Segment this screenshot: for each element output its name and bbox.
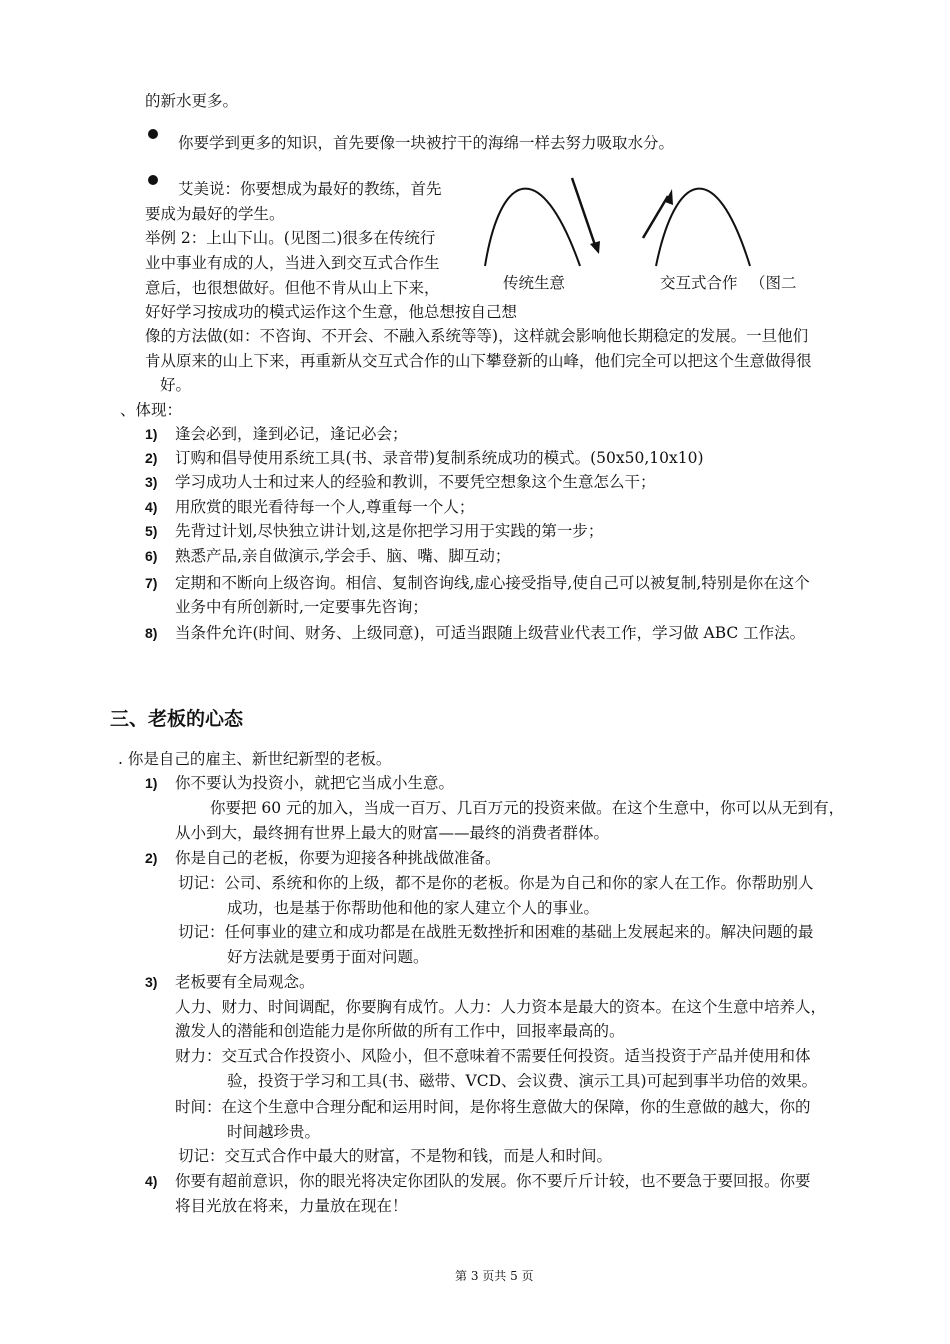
list-number: 2) <box>145 850 158 866</box>
list-item: 学习成功人士和过来人的经验和教训，不要凭空想象这个生意怎么干； <box>175 473 656 491</box>
list-number: 1) <box>145 775 158 791</box>
list-number: 1) <box>145 426 158 442</box>
list-item: 你要有超前意识，你的眼光将决定你团队的发展。你不要斤斤计较，也不要急于要回报。你要 <box>175 1172 811 1190</box>
section-label: 、体现： <box>120 401 183 419</box>
paragraph-line: 切记：公司、系统和你的上级，都不是你的老板。你是为自己和你的家人在工作。你帮助别人 <box>178 874 814 892</box>
list-number: 4) <box>145 1173 158 1189</box>
list-number: 5) <box>145 523 158 539</box>
bullet-dot <box>148 129 158 139</box>
section-intro: . 你是自己的雇主、新世纪新型的老板。 <box>118 750 392 768</box>
paragraph-line: 好方法就是要勇于面对问题。 <box>227 948 429 966</box>
paragraph-line: 的新水更多。 <box>145 92 239 110</box>
paragraph-line: 成功，也是基于你帮助他和他的家人建立个人的事业。 <box>227 899 600 917</box>
mountain-figure <box>480 168 770 268</box>
paragraph-line: 将目光放在将来，力量放在现在！ <box>175 1197 408 1215</box>
example-line: 业中事业有成的人，当进入到交互式合作生 <box>145 254 440 272</box>
paragraph-line: 切记：交互式合作中最大的财富，不是物和钱，而是人和时间。 <box>178 1147 613 1165</box>
list-number: 3) <box>145 474 158 490</box>
list-number: 8) <box>145 625 158 641</box>
list-item: 熟悉产品,亲自做演示,学会手、脑、嘴、脚互动； <box>175 547 511 565</box>
list-item-continuation: 业务中有所创新时,一定要事先咨询； <box>175 598 428 616</box>
figure-label-interactive: 交互式合作 <box>660 274 738 292</box>
paragraph-line: 时间：在这个生意中合理分配和运用时间，是你将生意做大的保障，你的生意做的越大，你的 <box>175 1098 811 1116</box>
down-arrow-line <box>572 178 596 248</box>
list-item: 当条件允许(时间、财务、上级同意)，可适当跟随上级营业代表工作，学习做 ABC 工作法。 <box>175 624 806 642</box>
list-item: 你不要认为投资小，就把它当成小生意。 <box>175 774 455 792</box>
bullet-dot <box>148 175 158 185</box>
example-line: 肯从原来的山上下来，再重新从交互式合作的山下攀登新的山峰，他们完全可以把这个生意做得很 <box>145 352 812 370</box>
section-heading: 三、老板的心态 <box>110 708 244 730</box>
list-number: 2) <box>145 450 158 466</box>
paragraph-line: 你要把 60 元的加入，当成一百万、几百万元的投资来做。在这个生意中，你可以从无到有， <box>210 799 845 817</box>
list-item: 定期和不断向上级咨询。相信、复制咨询线,虚心接受指导,使自己可以被复制,特别是你在这个 <box>175 574 810 592</box>
example-line: 好好学习按成功的模式运作这个生意，他总想按自己想 <box>145 303 518 321</box>
page-footer: 第 3 页共 5 页 <box>455 1269 534 1283</box>
list-item: 先背过计划,尽快独立讲计划,这是你把学习用于实践的第一步； <box>175 522 604 540</box>
list-item: 逢会必到，逢到必记，逢记必会； <box>175 425 408 443</box>
list-number: 4) <box>145 499 158 515</box>
paragraph-line: 切记：任何事业的建立和成功都是在战胜无数挫折和困难的基础上发展起来的。解决问题的最 <box>178 923 814 941</box>
figure-label-traditional: 传统生意 <box>503 274 566 292</box>
list-number: 7) <box>145 575 158 591</box>
list-number: 3) <box>145 974 158 990</box>
example-line: 意后，也很想做好。但他不肯从山上下来， <box>145 279 440 297</box>
paragraph-line: 财力：交互式合作投资小、风险小，但不意味着不需要任何投资。适当投资于产品并使用和体 <box>175 1047 811 1065</box>
list-item: 老板要有全局观念。 <box>175 973 315 991</box>
traditional-mountain-curve <box>485 189 580 266</box>
list-item: 你是自己的老板，你要为迎接各种挑战做准备。 <box>175 849 501 867</box>
bullet-text: 要成为最好的学生。 <box>145 205 285 223</box>
figure-caption: （图二 <box>750 274 797 292</box>
paragraph-line: 验，投资于学习和工具(书、磁带、VCD、会议费、演示工具)可起到事半功倍的效果。 <box>227 1072 818 1090</box>
bullet-text: 你要学到更多的知识，首先要像一块被拧干的海绵一样去努力吸取水分。 <box>178 134 675 152</box>
example-line: 举例 2：上山下山。(见图二)很多在传统行 <box>145 229 436 247</box>
example-line: 好。 <box>160 376 192 394</box>
list-item: 订购和倡导使用系统工具(书、录音带)复制系统成功的模式。(50x50,10x10) <box>175 449 704 467</box>
paragraph-line: 从小到大，最终拥有世界上最大的财富——最终的消费者群体。 <box>175 824 610 842</box>
bullet-text: 艾美说：你要想成为最好的教练，首先 <box>178 180 442 198</box>
example-line: 像的方法做(如：不咨询、不开会、不融入系统等等)，这样就会影响他长期稳定的发展。一旦他们 <box>145 327 809 345</box>
list-number: 6) <box>145 548 158 564</box>
list-item: 用欣赏的眼光看待每一个人,尊重每一个人； <box>175 498 475 516</box>
paragraph-line: 激发人的潜能和创造能力是你所做的所有工作中，回报率最高的。 <box>175 1022 625 1040</box>
paragraph-line: 时间越珍贵。 <box>227 1123 321 1141</box>
down-arrow-head <box>590 241 600 254</box>
paragraph-line: 人力、财力、时间调配，你要胸有成竹。人力：人力资本是最大的资本。在这个生意中培养人， <box>175 998 827 1016</box>
